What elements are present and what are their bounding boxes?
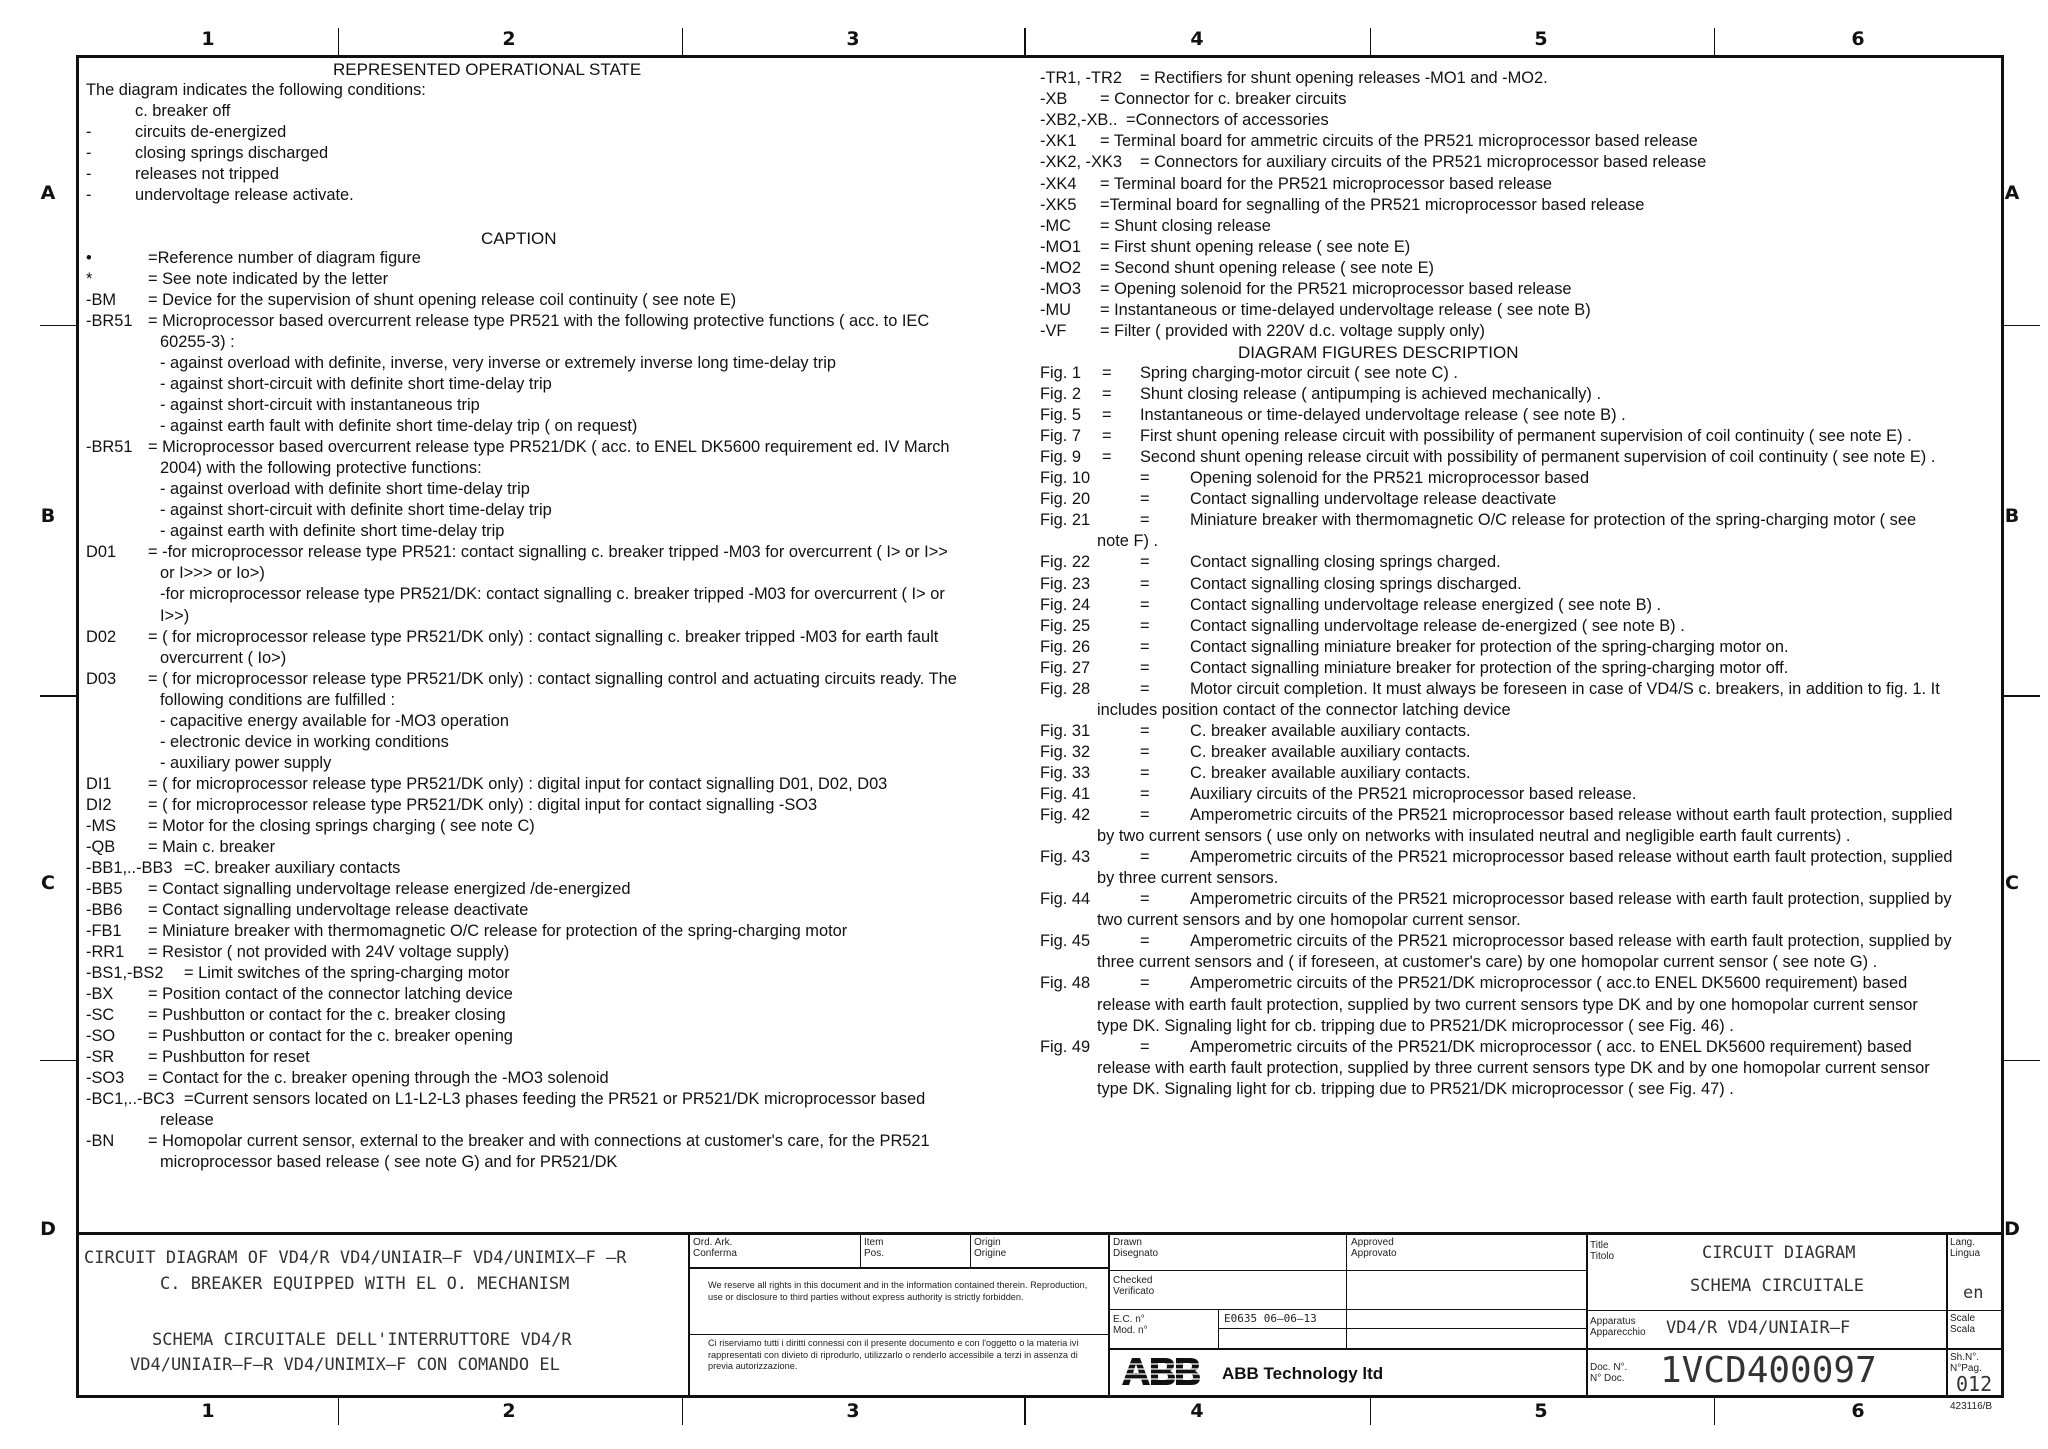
bottom-zone-6: 6 (1851, 1400, 1865, 1422)
caption-code: -FB1 (86, 921, 122, 940)
left-zone-C: C (41, 872, 55, 894)
caption-code: -XK1 (1040, 132, 1077, 151)
sheet-number: 012 (1956, 1372, 1993, 1396)
left-zone-D: D (40, 1218, 56, 1240)
figure-description: Contact signalling closing springs charged. (1190, 553, 1501, 572)
ord-label: Ord. Ark. (693, 1237, 733, 1248)
caption-text: = Main c. breaker (148, 837, 276, 856)
bottom-zone-2: 2 (502, 1400, 516, 1422)
figure-equals: = (1140, 785, 1150, 803)
figure-description: Contact signalling closing springs discharged. (1190, 574, 1522, 593)
figure-description: Contact signalling undervoltage release de-energized ( see note B) . (1190, 616, 1685, 635)
figure-description-cont: by three current sensors. (1097, 869, 1279, 888)
right-zone-D: D (2004, 1218, 2020, 1240)
caption-text: = Connectors for auxiliary circuits of the PR521 microprocessor based release (1140, 153, 1707, 172)
figure-number: Fig. 7 (1040, 427, 1081, 446)
caption-code: -SR (86, 1048, 115, 1067)
scale-label-it: Scala (1950, 1324, 1976, 1335)
figure-equals: = (1140, 637, 1150, 656)
figure-description-cont: type DK. Signaling light for cb. tripping due to PR521/DK microprocessor ( see Fig. 47) . (1097, 1079, 1734, 1098)
caption-text: microprocessor based release ( see note G) and for PR521/DK (160, 1153, 618, 1172)
caption-text: = Terminal board for the PR521 microprocessor based release (1100, 174, 1553, 193)
figure-description: Motor circuit completion. It must always be foreseen in case of VD4/S c. breakers, in addition to fig. 1. It (1190, 679, 1940, 698)
figure-number: Fig. 23 (1040, 574, 1091, 593)
item-label: Item (864, 1237, 884, 1248)
figure-equals: = (1140, 658, 1150, 677)
rights-notice-it: Ci riserviamo tutti i diritti connessi con il presente documento e con l'oggetto o la materia ivi rappresentati con divieto di riprodurlo, utilizzarlo o renderlo accessibile a terzi in assenza di previa autorizzazione. (708, 1338, 1079, 1371)
figure-equals: = (1140, 1037, 1150, 1056)
figure-equals: = (1140, 595, 1150, 614)
bottom-zone-1: 1 (201, 1400, 215, 1422)
figure-description: C. breaker available auxiliary contacts. (1190, 721, 1471, 740)
figure-description-cont: release with earth fault protection, supplied by three current sensors type DK and by one homopolar current sensor (1097, 1058, 1930, 1077)
column-divider-bottom (1024, 1398, 1026, 1425)
figure-description: Miniature breaker with thermomagnetic O/C release for protection of the spring-charging motor ( see (1190, 511, 1917, 530)
caption-text: - against overload with definite, inverse, very inverse or extremely inverse long time-delay trip (160, 354, 836, 373)
condition-item: closing springs discharged (135, 144, 329, 162)
figure-equals: = (1140, 890, 1150, 909)
condition-bullet: - (86, 144, 92, 162)
bottom-zone-3: 3 (846, 1400, 860, 1422)
figure-number: Fig. 28 (1040, 679, 1091, 698)
figure-number: Fig. 41 (1040, 785, 1091, 803)
document-number: 1VCD400097 (1660, 1350, 1877, 1391)
figure-number: Fig. 22 (1040, 553, 1091, 572)
approved-label: Approved (1351, 1237, 1394, 1248)
figure-description-cont: three current sensors and ( if foreseen, at customer's care) by one homopolar current sensor ( see note G) . (1097, 953, 1878, 972)
right-zone-A: A (2004, 182, 2020, 204)
figure-equals: = (1102, 406, 1112, 425)
caption-text: release (160, 1111, 214, 1130)
checked-label-it: Verificato (1113, 1286, 1155, 1297)
caption-text: - against short-circuit with definite short time-delay trip (160, 375, 552, 394)
figure-description: C. breaker available auxiliary contacts. (1190, 742, 1471, 761)
figure-description: Amperometric circuits of the PR521 microprocessor based release without earth fault protection, supplied (1190, 806, 1953, 825)
figure-number: Fig. 9 (1040, 448, 1081, 467)
caption-code: -BR51 (86, 438, 133, 457)
figure-description: First shunt opening release circuit with possibility of permanent supervision of coil continuity ( see note E) . (1140, 427, 1912, 446)
figure-description-cont: two current sensors and by one homopolar current sensor. (1097, 911, 1521, 930)
state-intro: The diagram indicates the following conditions: (86, 81, 426, 99)
caption-text: = Device for the supervision of shunt opening release coil continuity ( see note E) (148, 291, 737, 310)
caption-text: = Position contact of the connector latching device (148, 985, 513, 1004)
top-zone-6: 6 (1851, 28, 1865, 50)
caption-code: -BB6 (86, 900, 123, 919)
figure-equals: = (1140, 574, 1150, 593)
caption-text: = ( for microprocessor release type PR521/DK only) : contact signalling control and actuating circuits ready. The (148, 669, 957, 688)
caption-code: -XK4 (1040, 174, 1077, 193)
figure-number: Fig. 20 (1040, 490, 1091, 509)
caption-code: D02 (86, 627, 117, 646)
caption-text: - against overload with definite short time-delay trip (160, 480, 530, 499)
caption-text: = Pushbutton for reset (148, 1048, 310, 1067)
caption-text: = Resistor ( not provided with 24V voltage supply) (148, 942, 510, 961)
caption-text: = ( for microprocessor release type PR521/DK only) : digital input for contact signalling -SO3 (148, 795, 818, 814)
caption-text: - against short-circuit with instantaneous trip (160, 396, 480, 415)
figure-equals: = (1140, 742, 1150, 761)
caption-text: = Pushbutton or contact for the c. breaker opening (148, 1027, 513, 1046)
caption-code: -VF (1040, 322, 1067, 341)
figure-equals: = (1102, 385, 1112, 404)
lang-label-it: Lingua (1950, 1248, 1981, 1259)
caption-text: = ( for microprocessor release type PR521/DK only) : contact signalling c. breaker tripped -M03 for earth fault (148, 627, 939, 646)
figure-description: C. breaker available auxiliary contacts. (1190, 763, 1471, 782)
figure-description: Contact signalling undervoltage release deactivate (1190, 490, 1557, 509)
caption-text: = Instantaneous or time-delayed undervoltage release ( see note B) (1100, 301, 1591, 320)
form-code: 423116/B (1950, 1401, 1993, 1412)
drawing-title-en-1: CIRCUIT DIAGRAM OF VD4/R VD4/UNIAIR–F VD4/UNIMIX–F –R (84, 1248, 627, 1268)
figure-number: Fig. 48 (1040, 974, 1091, 993)
figure-number: Fig. 33 (1040, 763, 1091, 782)
caption-text: = Opening solenoid for the PR521 microprocessor based release (1100, 280, 1572, 298)
figure-equals: = (1140, 616, 1150, 635)
caption-code: -MO3 (1040, 280, 1081, 298)
sheet-label-it: N°Pag. (1950, 1363, 1982, 1374)
condition-bullet: - (86, 165, 92, 183)
caption-code: -BS1,-BS2 (86, 964, 164, 983)
title-value-it: SCHEMA CIRCUITALE (1690, 1276, 1864, 1296)
caption-text: = Miniature breaker with thermomagnetic O/C release for protection of the spring-charging motor (148, 921, 848, 940)
caption-text: - against short-circuit with definite short time-delay trip (160, 501, 552, 520)
caption-text: = Limit switches of the spring-charging motor (184, 964, 510, 983)
caption-text: 2004) with the following protective functions: (160, 459, 482, 478)
caption-text: =Reference number of diagram figure (148, 249, 421, 267)
checked-label: Checked (1113, 1275, 1153, 1286)
title-label: Title (1590, 1240, 1609, 1251)
caption-code: -XK5 (1040, 195, 1077, 214)
figure-equals: = (1102, 427, 1112, 446)
condition-bullet: - (86, 186, 92, 204)
caption-code: -BX (86, 985, 114, 1004)
caption-text: = Motor for the closing springs charging ( see note C) (148, 816, 535, 835)
figures-heading: DIAGRAM FIGURES DESCRIPTION (1238, 343, 1519, 362)
caption-code: -XK2, -XK3 (1040, 153, 1122, 172)
title-label-it: Titolo (1590, 1251, 1615, 1262)
caption-text: = Rectifiers for shunt opening releases -MO1 and -MO2. (1140, 69, 1548, 87)
drawn-label: Drawn (1113, 1237, 1142, 1248)
figure-description: Contact signalling miniature breaker for protection of the spring-charging motor on. (1190, 637, 1789, 656)
figure-description: Amperometric circuits of the PR521 microprocessor based release without earth fault protection, supplied (1190, 848, 1953, 867)
figure-equals: = (1140, 763, 1150, 782)
bottom-zone-5: 5 (1534, 1400, 1548, 1422)
ord-label-it: Conferma (693, 1248, 737, 1259)
figure-number: Fig. 10 (1040, 469, 1091, 488)
figure-description: Second shunt opening release circuit with possibility of permanent supervision of coil continuity ( see note E) . (1140, 448, 1936, 467)
caption-code: * (86, 270, 93, 289)
caption-text: or I>>> or Io>) (160, 564, 265, 583)
caption-code: -BB1,..-BB3 (86, 858, 173, 877)
origin-label-it: Origine (974, 1248, 1007, 1259)
caption-text: = Contact signalling undervoltage release deactivate (148, 900, 529, 919)
caption-text: - against earth fault with definite short time-delay trip ( on request) (160, 417, 638, 436)
caption-text: following conditions are fulfilled : (160, 690, 396, 709)
caption-heading: CAPTION (481, 229, 557, 248)
caption-text: = Microprocessor based overcurrent release type PR521/DK ( acc. to ENEL DK5600 requirement ed. IV March (148, 438, 950, 457)
caption-text: = Pushbutton or contact for the c. breaker closing (148, 1006, 506, 1025)
caption-code: -BM (86, 291, 117, 310)
caption-text: = Microprocessor based overcurrent release type PR521 with the following protective functions ( acc. to IEC (148, 312, 930, 331)
figure-number: Fig. 32 (1040, 742, 1091, 761)
sheet-label: Sh.N°. (1950, 1352, 1980, 1363)
caption-text: =C. breaker auxiliary contacts (184, 858, 401, 877)
figure-description-cont: type DK. Signaling light for cb. tripping due to PR521/DK microprocessor ( see Fig. 46) . (1097, 1016, 1734, 1035)
approved-label-it: Approvato (1351, 1248, 1397, 1259)
figure-equals: = (1140, 848, 1150, 867)
figure-number: Fig. 26 (1040, 637, 1091, 656)
top-zone-3: 3 (846, 28, 860, 50)
ec-value: E0635 06–06–13 (1224, 1312, 1317, 1325)
figure-number: Fig. 5 (1040, 406, 1081, 425)
caption-code: -XB (1040, 90, 1068, 109)
figure-number: Fig. 44 (1040, 890, 1091, 909)
figure-number: Fig. 1 (1040, 364, 1081, 382)
top-zone-1: 1 (201, 28, 215, 50)
figure-number: Fig. 49 (1040, 1037, 1091, 1056)
left-zone-A: A (40, 182, 56, 204)
figure-number: Fig. 27 (1040, 658, 1091, 677)
caption-code: -XB2,-XB.. (1040, 111, 1118, 130)
top-zone-4: 4 (1190, 28, 1204, 50)
caption-text: = -for microprocessor release type PR521: contact signalling c. breaker tripped -M03 for overcurrent ( I> or I>> (148, 543, 948, 562)
apparatus-label: Apparatus (1590, 1316, 1636, 1327)
column-divider (1024, 28, 1026, 55)
caption-text: - capacitive energy available for -MO3 operation (160, 711, 509, 730)
figure-equals: = (1102, 448, 1112, 467)
lang-label: Lang. (1950, 1237, 1976, 1248)
condition-item: c. breaker off (135, 102, 231, 120)
figure-equals: = (1140, 679, 1150, 698)
figure-description-cont: includes position contact of the connector latching device (1097, 700, 1511, 719)
right-zone-C: C (2005, 872, 2019, 894)
item-label-it: Pos. (864, 1248, 885, 1259)
figure-description: Amperometric circuits of the PR521/DK microprocessor ( acc. to ENEL DK5600 requirement) based (1190, 1037, 1912, 1056)
figure-number: Fig. 43 (1040, 848, 1091, 867)
apparatus-label-it: Apparecchio (1590, 1327, 1646, 1338)
caption-text: = Terminal board for ammetric circuits of the PR521 microprocessor based release (1100, 132, 1698, 151)
top-zone-5: 5 (1534, 28, 1548, 50)
caption-text: = Connector for c. breaker circuits (1100, 90, 1347, 109)
caption-text: =Current sensors located on L1-L2-L3 phases feeding the PR521 or PR521/DK microprocessor based (184, 1090, 926, 1109)
caption-code: -BB5 (86, 879, 123, 898)
figure-equals: = (1140, 806, 1150, 825)
language-value: en (1963, 1283, 1984, 1303)
caption-code: -TR1, -TR2 (1040, 69, 1122, 87)
caption-code: -MS (86, 816, 117, 835)
caption-text: I>>) (160, 606, 190, 625)
figure-description: Contact signalling undervoltage release energized ( see note B) . (1190, 595, 1662, 614)
title-value-en: CIRCUIT DIAGRAM (1702, 1243, 1856, 1263)
caption-text: = Filter ( provided with 220V d.c. voltage supply only) (1100, 322, 1485, 341)
caption-text: =Connectors of accessories (1126, 111, 1329, 130)
condition-item: circuits de-energized (135, 123, 287, 141)
figure-equals: = (1140, 721, 1150, 740)
figure-description-cont: by two current sensors ( use only on networks with insulated neutral and negligible earth fault currents) . (1097, 827, 1851, 846)
caption-text: = ( for microprocessor release type PR521/DK only) : digital input for contact signalling D01, D02, D03 (148, 774, 888, 793)
caption-text: = Contact for the c. breaker opening through the -MO3 solenoid (148, 1069, 609, 1088)
figure-description: Amperometric circuits of the PR521 microprocessor based release with earth fault protection, supplied by (1190, 932, 1952, 951)
caption-code: DI2 (86, 795, 112, 814)
caption-code: -QB (86, 837, 116, 856)
caption-code: -MU (1040, 301, 1071, 320)
ec-label-it: Mod. n° (1113, 1325, 1148, 1336)
figure-description: Instantaneous or time-delayed undervoltage release ( see note B) . (1140, 406, 1626, 425)
top-zone-2: 2 (502, 28, 516, 50)
condition-bullet: - (86, 123, 92, 141)
caption-text: - electronic device in working conditions (160, 732, 449, 751)
caption-code: -BR51 (86, 312, 133, 331)
figure-number: Fig. 21 (1040, 511, 1091, 530)
caption-code: -MO1 (1040, 237, 1081, 256)
drawing-title-it-1: SCHEMA CIRCUITALE DELL'INTERRUTTORE VD4/R (152, 1330, 572, 1350)
caption-text: = First shunt opening release ( see note E) (1100, 237, 1411, 256)
doc-label: Doc. N°. (1590, 1362, 1628, 1373)
figure-number: Fig. 2 (1040, 385, 1081, 404)
bottom-zone-4: 4 (1190, 1400, 1204, 1422)
caption-text: - auxiliary power supply (160, 753, 332, 772)
doc-label-it: N° Doc. (1590, 1373, 1625, 1384)
left-zone-B: B (40, 505, 56, 527)
drawing-title-it-2: VD4/UNIAIR–F–R VD4/UNIMIX–F CON COMANDO EL (130, 1355, 560, 1375)
caption-text: 60255-3) : (160, 333, 235, 352)
figure-equals: = (1140, 511, 1150, 530)
right-zone-B: B (2004, 505, 2020, 527)
caption-code: -MC (1040, 216, 1071, 235)
abb-logo (1120, 1355, 1202, 1387)
figure-description: Amperometric circuits of the PR521 microprocessor based release with earth fault protection, supplied by (1190, 890, 1952, 909)
figure-description-cont: release with earth fault protection, supplied by two current sensors type DK and by one homopolar current sensor (1097, 995, 1918, 1014)
origin-label: Origin (974, 1237, 1001, 1248)
caption-text: -for microprocessor release type PR521/DK: contact signalling c. breaker tripped -M03 for overcurrent ( I> or (160, 585, 945, 604)
figure-description: Contact signalling miniature breaker for protection of the spring-charging motor off. (1190, 658, 1789, 677)
caption-code: D01 (86, 543, 117, 562)
figure-description: Auxiliary circuits of the PR521 microprocessor based release. (1190, 785, 1637, 803)
ec-label: E.C. n° (1113, 1314, 1145, 1325)
figure-number: Fig. 24 (1040, 595, 1091, 614)
figure-description: Shunt closing release ( antipumping is achieved mechanically) . (1140, 385, 1602, 404)
state-heading: REPRESENTED OPERATIONAL STATE (333, 60, 642, 79)
scale-label: Scale (1950, 1313, 1976, 1324)
caption-code: -SO3 (86, 1069, 125, 1088)
caption-text: = See note indicated by the letter (148, 270, 389, 289)
caption-text: = Second shunt opening release ( see note E) (1100, 258, 1434, 277)
company-name: ABB Technology ltd (1222, 1364, 1384, 1383)
figure-equals: = (1140, 469, 1150, 488)
figure-description: Spring charging-motor circuit ( see note C) . (1140, 364, 1458, 382)
caption-text: =Terminal board for segnalling of the PR521 microprocessor based release (1100, 195, 1645, 214)
figure-number: Fig. 42 (1040, 806, 1091, 825)
condition-item: undervoltage release activate. (135, 186, 354, 204)
caption-code: D03 (86, 669, 117, 688)
rights-notice-en: We reserve all rights in this document and in the information contained therein. Reproduction, use or disclosure to third parties without express authority is strictly forbidden. (708, 1280, 1088, 1302)
caption-code: -BC1,..-BC3 (86, 1090, 175, 1109)
caption-code: -SO (86, 1027, 116, 1046)
caption-text: = Contact signalling undervoltage release energized /de-energized (148, 879, 631, 898)
apparatus-value: VD4/R VD4/UNIAIR–F (1666, 1318, 1851, 1338)
caption-code: DI1 (86, 774, 112, 793)
caption-code: • (86, 249, 92, 267)
drawn-label-it: Disegnato (1113, 1248, 1159, 1259)
figure-equals: = (1140, 553, 1150, 572)
figure-description: Amperometric circuits of the PR521/DK microprocessor ( acc.to ENEL DK5600 requirement) based (1190, 974, 1908, 993)
caption-code: -MO2 (1040, 258, 1081, 277)
caption-code: -BN (86, 1132, 115, 1151)
figure-equals: = (1140, 974, 1150, 993)
figure-number: Fig. 25 (1040, 616, 1091, 635)
caption-code: -RR1 (86, 942, 125, 961)
figure-description-cont: note F) . (1097, 532, 1159, 551)
condition-item: releases not tripped (135, 165, 279, 183)
figure-description: Opening solenoid for the PR521 microprocessor based (1190, 469, 1590, 488)
figure-number: Fig. 31 (1040, 721, 1091, 740)
caption-text: = Shunt closing release (1100, 216, 1271, 235)
figure-equals: = (1140, 490, 1150, 509)
caption-code: -SC (86, 1006, 115, 1025)
figure-equals: = (1102, 364, 1112, 382)
caption-text: overcurrent ( Io>) (160, 648, 287, 667)
figure-number: Fig. 45 (1040, 932, 1091, 951)
caption-text: - against earth with definite short time-delay trip (160, 522, 505, 541)
figure-equals: = (1140, 932, 1150, 951)
caption-text: = Homopolar current sensor, external to the breaker and with connections at customer's care, for the PR521 (148, 1132, 930, 1151)
drawing-title-en-2: C. BREAKER EQUIPPED WITH EL O. MECHANISM (160, 1274, 570, 1294)
